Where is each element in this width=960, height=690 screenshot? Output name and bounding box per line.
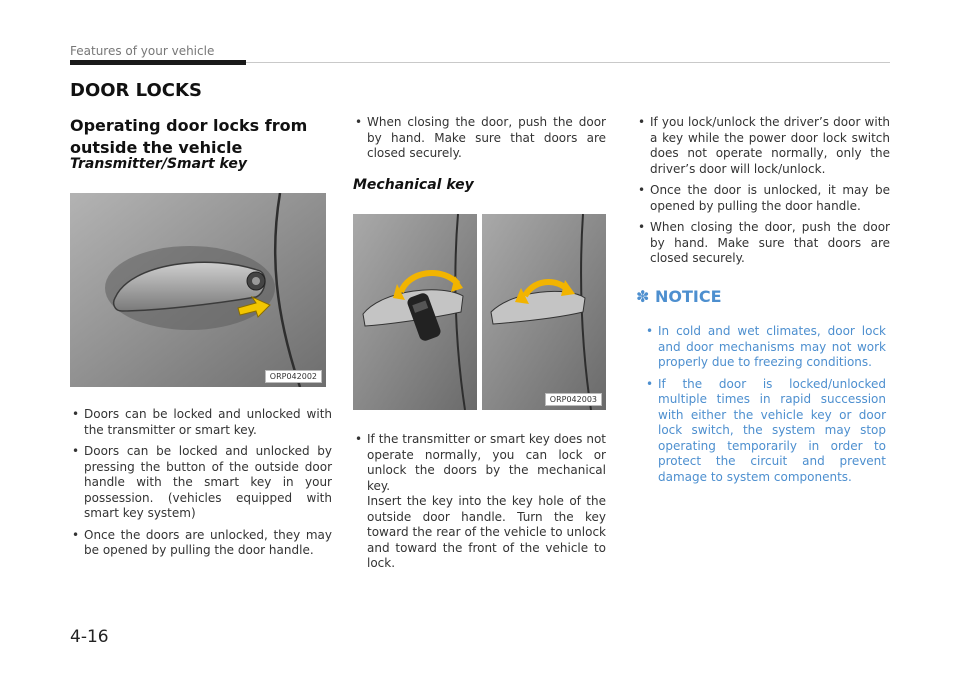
mechanical-key-subtitle: Mechanical key xyxy=(353,177,474,193)
page-number: 4-16 xyxy=(70,627,109,647)
header-bar xyxy=(70,60,246,65)
transmitter-bullet-list xyxy=(70,407,332,559)
door-bullet-list xyxy=(636,115,890,267)
list-item: • If the door is locked/unlocked multiple times in rapid succession with either the vehicle key or door lock switch, the system may stop operating temporarily in order to protect the circuit and prevent damage to system components. xyxy=(644,377,886,486)
list-item: • In cold and wet climates, door lock and door mechanisms may not work properly due to freezing conditions. xyxy=(644,324,886,371)
mechanical-key-illustration xyxy=(353,214,606,410)
mechanical-key-figure xyxy=(353,214,606,410)
mechanical-key-instructions: Insert the key into the key hole of the outside door handle. Turn the key toward the rear of the vehicle to unlock and toward the front of the vehicle to lock. xyxy=(367,494,606,570)
transmitter-subtitle: Transmitter/Smart key xyxy=(70,156,247,172)
notice-list xyxy=(644,324,886,485)
list-item: • When closing the door, push the door by hand. Make sure that doors are closed securely. xyxy=(636,220,890,267)
list-item: • Doors can be locked and unlocked by pressing the button of the outside door handle with the smart key in your possession. (vehicles equipped with smart key system) xyxy=(70,444,332,522)
list-item xyxy=(353,432,606,572)
figure-code: ORP042003 xyxy=(545,393,602,406)
notice-title: ✽ NOTICE xyxy=(636,287,722,306)
figure-code: ORP042002 xyxy=(265,370,322,383)
list-item: • Once the door is unlocked, it may be opened by pulling the door handle. xyxy=(636,183,890,214)
door-handle-figure xyxy=(70,193,326,387)
list-item: • Doors can be locked and unlocked with the transmitter or smart key. xyxy=(70,407,332,438)
list-item: • If you lock/unlock the driver’s door with a key while the power door lock switch does not operate normally, only the driver’s door will lock/unlock. xyxy=(636,115,890,177)
header-rule xyxy=(246,62,890,63)
section-title: Operating door locks from outside the vehicle xyxy=(70,116,308,157)
list-item: • Once the doors are unlocked, they may be opened by pulling the door handle. xyxy=(70,528,332,559)
list-item: • When closing the door, push the door by hand. Make sure that doors are closed securely. xyxy=(353,115,606,162)
mechanical-key-text: If the transmitter or smart key does not operate normally, you can lock or unlock the doors by the mechanical key. xyxy=(367,432,606,493)
page-title: DOOR LOCKS xyxy=(70,80,202,101)
running-header: Features of your vehicle xyxy=(70,44,215,58)
door-handle-illustration xyxy=(70,193,326,387)
